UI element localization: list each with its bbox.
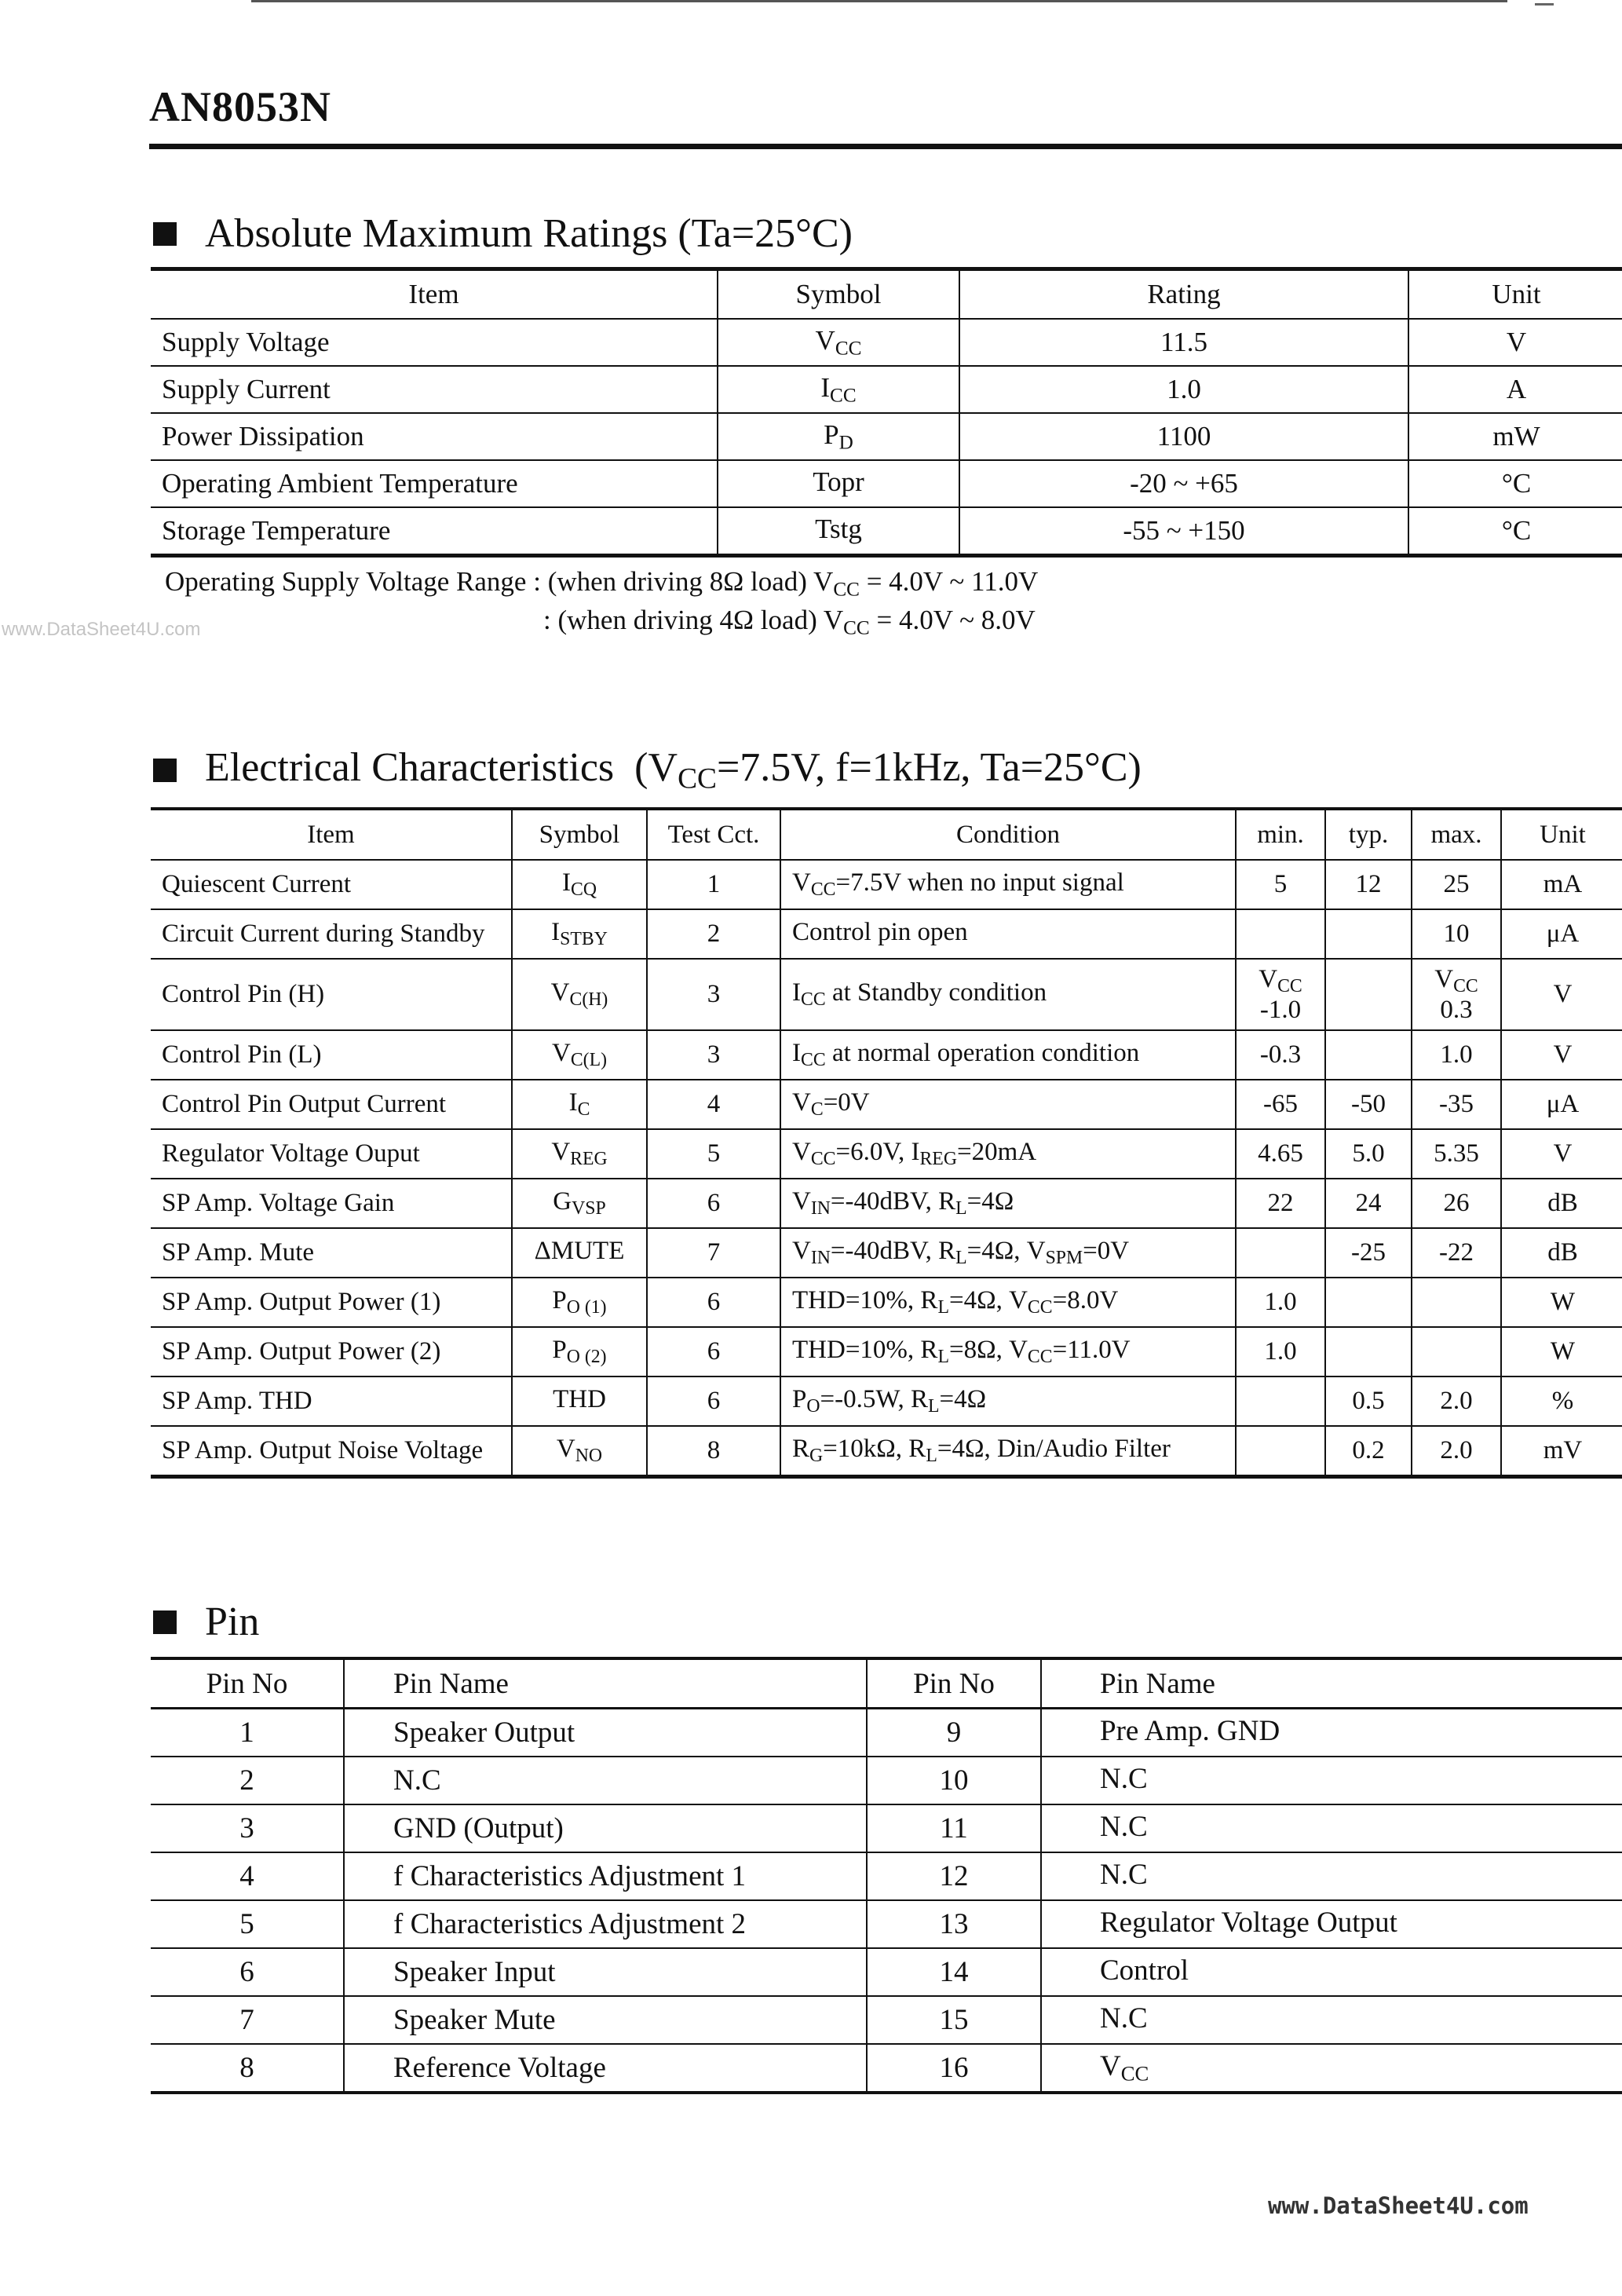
pin-no-cell: 2 (151, 1757, 344, 1804)
symbol-cell: $I_{CC}$ (718, 366, 959, 413)
typ-cell: 0.2 (1325, 1426, 1412, 1477)
pin-title: Pin (205, 1600, 260, 1644)
typ-cell (1325, 1278, 1412, 1327)
table-row (151, 413, 1622, 460)
test-cct-cell: 2 (647, 909, 780, 959)
typ-cell: 5.0 (1325, 1129, 1412, 1179)
table-row (151, 1129, 1622, 1179)
header-rule (149, 144, 1622, 149)
min-cell (1236, 1426, 1325, 1477)
rating-cell: 11.5 (959, 319, 1408, 366)
table-header-row (151, 809, 1622, 860)
condition-cell: Control pin open (780, 909, 1236, 959)
test-cct-cell: 6 (647, 1327, 780, 1377)
col-header-max: max. (1412, 809, 1501, 860)
symbol-cell: $G_{VSP}$ (512, 1179, 647, 1228)
symbol-cell: $V_{REG}$ (512, 1129, 647, 1179)
typ-cell (1325, 909, 1412, 959)
table-row (151, 460, 1622, 507)
symbol-cell: THD (512, 1377, 647, 1426)
pin-no-cell: 13 (867, 1900, 1041, 1948)
typ-cell: -25 (1325, 1228, 1412, 1278)
symbol-cell: $I_{CQ}$ (512, 860, 647, 909)
pin-name-cell: N.C (1041, 1996, 1622, 2044)
col-header-min: min. (1236, 809, 1325, 860)
condition-cell: THD=10%, $R_L=8\Omega$, $V_{CC}=11.0V$ (780, 1327, 1236, 1377)
typ-cell (1325, 959, 1412, 1030)
pin-no-cell: 16 (867, 2044, 1041, 2093)
item-cell: SP Amp. Output Noise Voltage (151, 1426, 512, 1477)
test-cct-cell: 7 (647, 1228, 780, 1278)
unit-cell: W (1501, 1278, 1622, 1327)
table-row (151, 2044, 1622, 2093)
pin-name-cell: Speaker Mute (344, 1996, 867, 2044)
unit-cell: A (1408, 366, 1622, 413)
abs-max-heading (153, 210, 853, 257)
col-header-test-cct: Test Cct. (647, 809, 780, 860)
unit-cell: V (1408, 319, 1622, 366)
test-cct-cell: 6 (647, 1278, 780, 1327)
symbol-cell: Tstg (718, 507, 959, 556)
test-cct-cell: 1 (647, 860, 780, 909)
test-cct-cell: 4 (647, 1080, 780, 1129)
test-cct-cell: 3 (647, 959, 780, 1030)
pin-name-cell: N.C (1041, 1757, 1622, 1804)
typ-cell: 24 (1325, 1179, 1412, 1228)
max-cell: 2.0 (1412, 1377, 1501, 1426)
table-row (151, 319, 1622, 366)
pin-name-cell: f Characteristics Adjustment 2 (344, 1900, 867, 1948)
table-header-row (151, 269, 1622, 320)
unit-cell: % (1501, 1377, 1622, 1426)
item-cell: Operating Ambient Temperature (151, 460, 718, 507)
table-row (151, 1948, 1622, 1996)
supply-range-note-2 (543, 605, 1036, 639)
unit-cell: μA (1501, 909, 1622, 959)
item-cell: SP Amp. Mute (151, 1228, 512, 1278)
item-cell: SP Amp. THD (151, 1377, 512, 1426)
col-header-typ: typ. (1325, 809, 1412, 860)
test-cct-cell: 6 (647, 1179, 780, 1228)
col-header-pin-no-2: Pin No (867, 1658, 1041, 1709)
pin-name-cell: N.C (1041, 1852, 1622, 1900)
pin-name-cell: Speaker Input (344, 1948, 867, 1996)
min-cell: -0.3 (1236, 1030, 1325, 1080)
rating-cell: -55 ~ +150 (959, 507, 1408, 556)
pin-no-cell: 12 (867, 1852, 1041, 1900)
col-header-unit: Unit (1501, 809, 1622, 860)
condition-cell: $R_G=10k\Omega$, $R_L=4\Omega$, Din/Audio Filter (780, 1426, 1236, 1477)
condition-cell: $V_C=0V$ (780, 1080, 1236, 1129)
rating-cell: 1.0 (959, 366, 1408, 413)
table-row (151, 1179, 1622, 1228)
max-cell: 26 (1412, 1179, 1501, 1228)
unit-cell: dB (1501, 1179, 1622, 1228)
max-cell: 25 (1412, 860, 1501, 909)
pin-table (151, 1657, 1622, 2094)
col-header-item: Item (151, 269, 718, 320)
item-cell: SP Amp. Voltage Gain (151, 1179, 512, 1228)
test-cct-cell: 5 (647, 1129, 780, 1179)
abs-max-title: Absolute Maximum Ratings (Ta=25°C) (205, 211, 853, 256)
item-cell: Control Pin Output Current (151, 1080, 512, 1129)
pin-name-cell: N.C (344, 1757, 867, 1804)
col-header-symbol: Symbol (512, 809, 647, 860)
table-row (151, 959, 1622, 1030)
watermark-right: www.DataSheet4U.com (1268, 2192, 1529, 2219)
symbol-cell: $I_{STBY}$ (512, 909, 647, 959)
max-cell: 10 (1412, 909, 1501, 959)
symbol-cell: $V_{C(H)}$ (512, 959, 647, 1030)
supply-range-label: Operating Supply Voltage Range : (165, 566, 541, 597)
bullet-square-icon (153, 222, 177, 246)
top-rule (251, 0, 1507, 2)
min-cell: 5 (1236, 860, 1325, 909)
typ-cell (1325, 1030, 1412, 1080)
unit-cell: W (1501, 1327, 1622, 1377)
typ-cell: 0.5 (1325, 1377, 1412, 1426)
pin-no-cell: 7 (151, 1996, 344, 2044)
condition-cell: $I_{CC}$ at Standby condition (780, 959, 1236, 1030)
pin-no-cell: 14 (867, 1948, 1041, 1996)
col-header-pin-name-2: Pin Name (1041, 1658, 1622, 1709)
watermark-left: www.DataSheet4U.com (2, 619, 201, 640)
col-header-pin-no: Pin No (151, 1658, 344, 1709)
pin-no-cell: 15 (867, 1996, 1041, 2044)
min-cell: 1.0 (1236, 1327, 1325, 1377)
max-cell (1412, 1327, 1501, 1377)
pin-name-cell: f Characteristics Adjustment 1 (344, 1852, 867, 1900)
table-row (151, 860, 1622, 909)
rating-cell: -20 ~ +65 (959, 460, 1408, 507)
pin-name-cell: GND (Output) (344, 1804, 867, 1852)
item-cell: SP Amp. Output Power (1) (151, 1278, 512, 1327)
pin-no-cell: 6 (151, 1948, 344, 1996)
pin-name-cell: Control (1041, 1948, 1622, 1996)
item-cell: Power Dissipation (151, 413, 718, 460)
table-row (151, 1757, 1622, 1804)
col-header-pin-name: Pin Name (344, 1658, 867, 1709)
col-header-item: Item (151, 809, 512, 860)
table-row (151, 1426, 1622, 1477)
condition-cell: $I_{CC}$ at normal operation condition (780, 1030, 1236, 1080)
test-cct-cell: 6 (647, 1377, 780, 1426)
table-row (151, 1852, 1622, 1900)
item-cell: Regulator Voltage Ouput (151, 1129, 512, 1179)
condition-cell: $V_{CC}=6.0V$, $I_{REG}=20mA$ (780, 1129, 1236, 1179)
min-cell (1236, 909, 1325, 959)
table-row (151, 909, 1622, 959)
unit-cell: V (1501, 1030, 1622, 1080)
symbol-cell: $P_{O (2)}$ (512, 1327, 647, 1377)
pin-no-cell: 11 (867, 1804, 1041, 1852)
pin-name-cell: N.C (1041, 1804, 1622, 1852)
condition-cell: $V_{IN}=-40dBV$, $R_L=4\Omega$ (780, 1179, 1236, 1228)
bullet-square-icon (153, 1610, 177, 1634)
pin-no-cell: 5 (151, 1900, 344, 1948)
table-row (151, 1709, 1622, 1757)
supply-range-note-1 (165, 566, 1038, 601)
table-row (151, 1080, 1622, 1129)
table-row (151, 1327, 1622, 1377)
table-row (151, 507, 1622, 556)
bullet-square-icon (153, 759, 177, 782)
rating-cell: 1100 (959, 413, 1408, 460)
test-cct-cell: 8 (647, 1426, 780, 1477)
symbol-cell: ΔMUTE (512, 1228, 647, 1278)
top-mark (1535, 3, 1554, 5)
col-header-condition: Condition (780, 809, 1236, 860)
symbol-cell: $V_{C(L)}$ (512, 1030, 647, 1080)
unit-cell: °C (1408, 460, 1622, 507)
pin-heading (153, 1599, 259, 1645)
symbol-cell: $V_{CC}$ (718, 319, 959, 366)
pin-name-cell: Reference Voltage (344, 2044, 867, 2093)
pin-name-cell: Regulator Voltage Output (1041, 1900, 1622, 1948)
min-cell (1236, 1228, 1325, 1278)
unit-cell: mV (1501, 1426, 1622, 1477)
pin-no-cell: 3 (151, 1804, 344, 1852)
item-cell: SP Amp. Output Power (2) (151, 1327, 512, 1377)
table-row (151, 1900, 1622, 1948)
table-row (151, 1030, 1622, 1080)
unit-cell: dB (1501, 1228, 1622, 1278)
elec-table (151, 807, 1622, 1479)
typ-cell: -50 (1325, 1080, 1412, 1129)
item-cell: Control Pin (H) (151, 959, 512, 1030)
min-cell (1236, 1377, 1325, 1426)
elec-title: Electrical Characteristics ($V_{CC}=7.5V$, f=1kHz, Ta=25°C) (205, 745, 1142, 795)
pin-no-cell: 9 (867, 1709, 1041, 1757)
pin-no-cell: 10 (867, 1757, 1041, 1804)
table-row (151, 1278, 1622, 1327)
max-cell (1412, 1278, 1501, 1327)
item-cell: Quiescent Current (151, 860, 512, 909)
pin-no-cell: 1 (151, 1709, 344, 1757)
col-header-symbol: Symbol (718, 269, 959, 320)
unit-cell: μA (1501, 1080, 1622, 1129)
max-cell: -22 (1412, 1228, 1501, 1278)
symbol-cell: Topr (718, 460, 959, 507)
pin-name-cell: Pre Amp. GND (1041, 1709, 1622, 1757)
table-row (151, 1804, 1622, 1852)
table-row (151, 1377, 1622, 1426)
min-cell: -65 (1236, 1080, 1325, 1129)
symbol-cell: $I_C$ (512, 1080, 647, 1129)
item-cell: Supply Current (151, 366, 718, 413)
elec-heading (153, 744, 1142, 795)
condition-cell: $P_O=-0.5W$, $R_L=4\Omega$ (780, 1377, 1236, 1426)
min-cell: $V_{CC}$ -1.0 (1236, 959, 1325, 1030)
condition-cell: $V_{CC}=7.5V$ when no input signal (780, 860, 1236, 909)
max-cell: 1.0 (1412, 1030, 1501, 1080)
typ-cell: 12 (1325, 860, 1412, 909)
max-cell: $V_{CC}$ 0.3 (1412, 959, 1501, 1030)
item-cell: Storage Temperature (151, 507, 718, 556)
pin-no-cell: 8 (151, 2044, 344, 2093)
unit-cell: V (1501, 959, 1622, 1030)
unit-cell: mW (1408, 413, 1622, 460)
unit-cell: V (1501, 1129, 1622, 1179)
min-cell: 1.0 (1236, 1278, 1325, 1327)
min-cell: 4.65 (1236, 1129, 1325, 1179)
table-row (151, 366, 1622, 413)
pin-name-cell: Speaker Output (344, 1709, 867, 1757)
abs-max-table (151, 267, 1622, 558)
item-cell: Control Pin (L) (151, 1030, 512, 1080)
pin-name-cell: $V_{CC}$ (1041, 2044, 1622, 2093)
model-number: AN8053N (149, 83, 331, 130)
unit-cell: mA (1501, 860, 1622, 909)
condition-cell: THD=10%, $R_L=4\Omega$, $V_{CC}=8.0V$ (780, 1278, 1236, 1327)
supply-range-8ohm: (when driving 8Ω load) $V_{CC} = 4.0V$ ~ 11.0V (547, 566, 1039, 601)
col-header-unit: Unit (1408, 269, 1622, 320)
max-cell: -35 (1412, 1080, 1501, 1129)
col-header-rating: Rating (959, 269, 1408, 320)
table-row (151, 1228, 1622, 1278)
item-cell: Circuit Current during Standby (151, 909, 512, 959)
min-cell: 22 (1236, 1179, 1325, 1228)
typ-cell (1325, 1327, 1412, 1377)
max-cell: 2.0 (1412, 1426, 1501, 1477)
test-cct-cell: 3 (647, 1030, 780, 1080)
pin-no-cell: 4 (151, 1852, 344, 1900)
symbol-cell: $V_{NO}$ (512, 1426, 647, 1477)
item-cell: Supply Voltage (151, 319, 718, 366)
supply-range-4ohm: : (when driving 4Ω load) $V_{CC} = 4.0V$ ~ 8.0V (543, 605, 1036, 639)
unit-cell: °C (1408, 507, 1622, 556)
table-row (151, 1996, 1622, 2044)
symbol-cell: $P_{O (1)}$ (512, 1278, 647, 1327)
symbol-cell: $P_D$ (718, 413, 959, 460)
condition-cell: $V_{IN}=-40dBV$, $R_L=4\Omega$, $V_{SPM}=0V$ (780, 1228, 1236, 1278)
max-cell: 5.35 (1412, 1129, 1501, 1179)
table-header-row (151, 1658, 1622, 1709)
